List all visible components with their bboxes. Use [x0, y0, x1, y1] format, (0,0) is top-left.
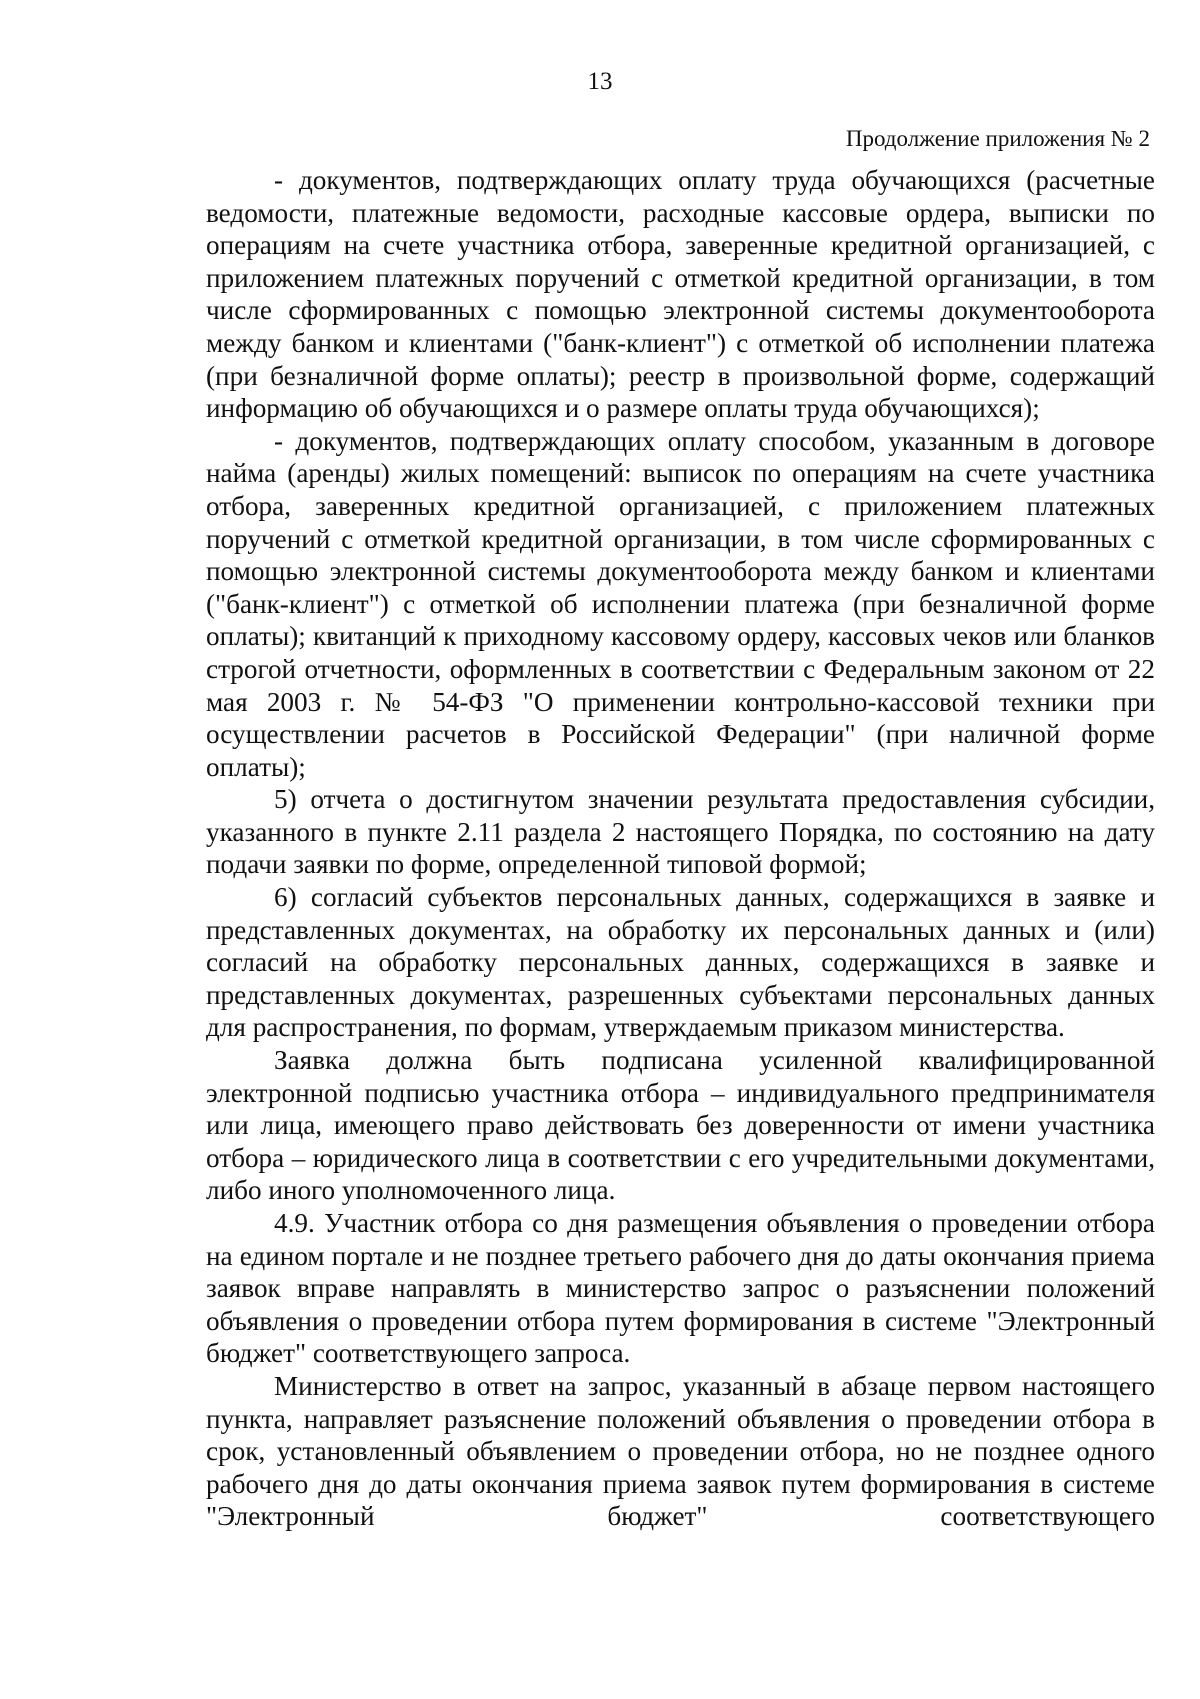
appendix-continuation-note: Продолжение приложения № 2 — [845, 126, 1150, 151]
paragraph-clarification-request: 4.9. Участник отбора со дня размещения объявления о проведении отбора на едином портале и не позднее третьего рабочего дня до даты окончания приема заявок вправе направлять в министерство запрос о разъяснении положений объявления о проведении отбора путем формирования в системе "Электронный бюджет" соответствующего запроса. — [206, 1208, 1155, 1369]
page-number: 13 — [587, 68, 613, 95]
document-body — [206, 164, 1155, 1533]
paragraph-payment-documents: - документов, подтверждающих оплату труда обучающихся (расчетные ведомости, платежные ведомости, расходные кассовые ордера, выписки по операциям на счете участника отбора, заверенные кредитной организацией, с приложением платежных поручений с отметкой кредитной организации, в том числе сформированных с помощью электронной системы документооборота между банком и клиентами ("банк-клиент") с отметкой об исполнении платежа (при безналичной форме оплаты); реестр в произвольной форме, содержащий информацию об обучающихся и о размере оплаты труда обучающихся); — [206, 165, 1155, 424]
paragraph-ministry-response: Министерство в ответ на запрос, указанный в абзаце первом настоящего пункта, направляет разъяснение положений объявления о проведении отбора в срок, установленный объявлением о проведении отбора, но не позднее одного рабочего дня до даты окончания приема заявок путем формирования в системе "Электронный бюджет" соответствующего — [206, 1370, 1155, 1532]
paragraph-personal-data-consents: 6) согласий субъектов персональных данных, содержащихся в заявке и представленных документах, на обработку их персональных данных и (или) согласий на обработку персональных данных, содержащихся в заявке и представленных документах, разрешенных субъектами персональных данных для распространения, по формам, утверждаемым приказом министерства. — [206, 882, 1155, 1043]
paragraph-result-report: 5) отчета о достигнутом значении результата предоставления субсидии, указанного в пункте 2.11 раздела 2 настоящего Порядка, по состоянию на дату подачи заявки по форме, определенной типовой формой; — [206, 784, 1155, 880]
paragraph-application-signature: Заявка должна быть подписана усиленной квалифицированной электронной подписью участника отбора – индивидуального предпринимателя или лица, имеющего право действовать без доверенности от имени участника отбора – юридического лица в соответствии с его учредительными документами, либо иного уполномоченного лица. — [206, 1045, 1155, 1206]
paragraph-rent-payment-documents: - документов, подтверждающих оплату способом, указанным в договоре найма (аренды) жилых помещений: выписок по операциям на счете участника отбора, заверенных кредитной организацией, с приложением платежных поручений с отметкой кредитной организации, в том числе сформированных с помощью электронной системы документооборота между банком и клиентами ("банк-клиент") с отметкой об исполнении платежа (при безналичной форме оплаты); квитанций к приходному кассовому ордеру, кассовых чеков или бланков строгой отчетности, оформленных в соответствии с Федеральным законом от 22 мая 2003 г. № 54-ФЗ "О применении контрольно-кассовой техники при осуществлении расчетов в Российской Федерации" (при наличной форме оплаты); — [206, 425, 1155, 782]
